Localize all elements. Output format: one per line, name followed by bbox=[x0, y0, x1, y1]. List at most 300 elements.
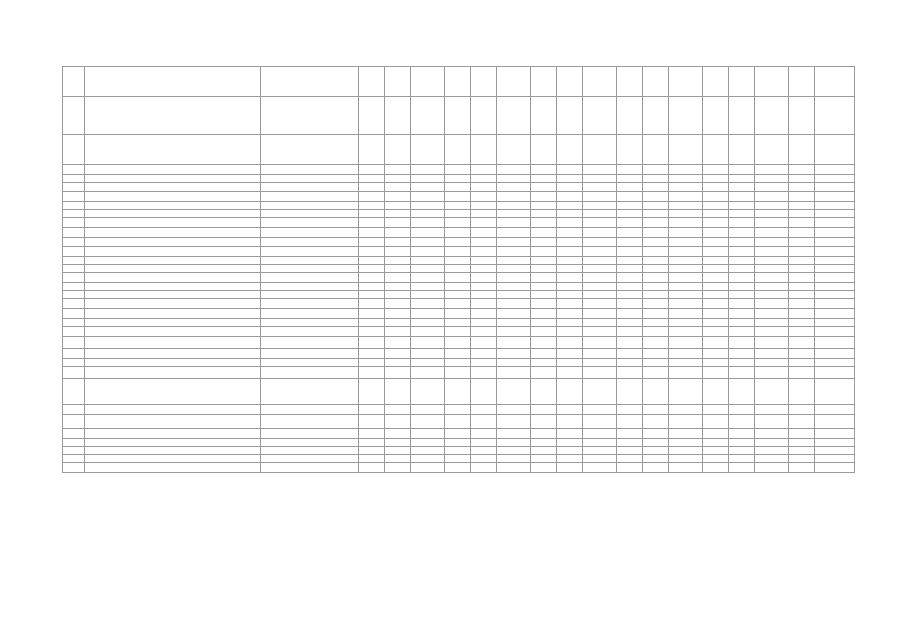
table-cell bbox=[385, 202, 411, 210]
table-cell bbox=[617, 283, 643, 291]
table-cell bbox=[445, 135, 471, 165]
table-cell bbox=[755, 210, 789, 218]
table-cell bbox=[583, 192, 617, 202]
table-cell bbox=[385, 447, 411, 455]
table-cell bbox=[385, 273, 411, 283]
table-cell bbox=[63, 309, 85, 319]
table-cell bbox=[557, 299, 583, 309]
table-cell bbox=[617, 429, 643, 439]
table-cell bbox=[411, 429, 445, 439]
table-cell bbox=[411, 309, 445, 319]
table-cell bbox=[497, 273, 531, 283]
table-cell bbox=[617, 273, 643, 283]
table-cell bbox=[411, 175, 445, 183]
table-cell bbox=[531, 247, 557, 257]
table-cell bbox=[703, 309, 729, 319]
table-cell bbox=[703, 175, 729, 183]
table-cell bbox=[445, 210, 471, 218]
table-cell bbox=[85, 238, 261, 247]
table-cell bbox=[531, 202, 557, 210]
table-cell bbox=[359, 175, 385, 183]
table-cell bbox=[497, 265, 531, 273]
table-cell bbox=[359, 283, 385, 291]
table-cell bbox=[583, 238, 617, 247]
table-cell bbox=[531, 257, 557, 265]
table-cell bbox=[755, 202, 789, 210]
table-cell bbox=[359, 367, 385, 379]
table-row bbox=[63, 447, 855, 455]
table-cell bbox=[583, 228, 617, 238]
table-cell bbox=[729, 135, 755, 165]
table-cell bbox=[261, 97, 359, 135]
table-cell bbox=[643, 192, 669, 202]
table-cell bbox=[531, 175, 557, 183]
table-cell bbox=[445, 283, 471, 291]
table-cell bbox=[471, 299, 497, 309]
table-cell bbox=[261, 265, 359, 273]
table-cell bbox=[557, 257, 583, 265]
table-cell bbox=[617, 265, 643, 273]
table-cell bbox=[85, 319, 261, 327]
table-cell bbox=[63, 359, 85, 367]
table-cell bbox=[385, 218, 411, 228]
table-cell bbox=[815, 349, 855, 359]
table-cell bbox=[703, 238, 729, 247]
table-cell bbox=[583, 429, 617, 439]
table-row bbox=[63, 337, 855, 349]
table-cell bbox=[815, 97, 855, 135]
table-cell bbox=[557, 455, 583, 463]
table-cell bbox=[617, 337, 643, 349]
table-cell bbox=[729, 415, 755, 429]
table-cell bbox=[815, 238, 855, 247]
table-cell bbox=[471, 165, 497, 175]
table-cell bbox=[85, 283, 261, 291]
table-cell bbox=[815, 359, 855, 367]
table-cell bbox=[411, 135, 445, 165]
table-cell bbox=[85, 379, 261, 405]
table-cell bbox=[643, 439, 669, 447]
table-cell bbox=[669, 429, 703, 439]
table-cell bbox=[63, 192, 85, 202]
table-cell bbox=[359, 319, 385, 327]
table-cell bbox=[411, 202, 445, 210]
table-cell bbox=[445, 97, 471, 135]
table-cell bbox=[445, 238, 471, 247]
table-cell bbox=[729, 265, 755, 273]
table-cell bbox=[703, 319, 729, 327]
table-cell bbox=[617, 183, 643, 192]
table-cell bbox=[583, 359, 617, 367]
table-cell bbox=[557, 359, 583, 367]
table-cell bbox=[703, 349, 729, 359]
table-cell bbox=[385, 379, 411, 405]
table-cell bbox=[411, 218, 445, 228]
table-cell bbox=[557, 247, 583, 257]
table-cell bbox=[411, 463, 445, 473]
table-cell bbox=[471, 175, 497, 183]
table-cell bbox=[445, 299, 471, 309]
table-cell bbox=[471, 405, 497, 415]
table-cell bbox=[261, 257, 359, 265]
table-cell bbox=[497, 67, 531, 97]
table-cell bbox=[583, 309, 617, 319]
table-cell bbox=[531, 291, 557, 299]
table-cell bbox=[815, 309, 855, 319]
table-cell bbox=[815, 455, 855, 463]
table-cell bbox=[445, 327, 471, 337]
table-cell bbox=[359, 429, 385, 439]
table-cell bbox=[789, 337, 815, 349]
table-cell bbox=[411, 327, 445, 337]
table-row bbox=[63, 379, 855, 405]
table-cell bbox=[63, 439, 85, 447]
table-cell bbox=[471, 257, 497, 265]
table-cell bbox=[445, 439, 471, 447]
table-cell bbox=[359, 455, 385, 463]
table-cell bbox=[497, 192, 531, 202]
table-cell bbox=[789, 309, 815, 319]
table-cell bbox=[669, 192, 703, 202]
table-cell bbox=[261, 291, 359, 299]
table-cell bbox=[471, 291, 497, 299]
table-cell bbox=[557, 238, 583, 247]
table-cell bbox=[557, 349, 583, 359]
table-cell bbox=[643, 367, 669, 379]
table-cell bbox=[583, 175, 617, 183]
table-cell bbox=[583, 463, 617, 473]
table-row bbox=[63, 299, 855, 309]
table-cell bbox=[583, 97, 617, 135]
table-cell bbox=[815, 210, 855, 218]
table-cell bbox=[643, 359, 669, 367]
table-cell bbox=[583, 183, 617, 192]
table-cell bbox=[497, 447, 531, 455]
table-cell bbox=[557, 367, 583, 379]
table-cell bbox=[617, 447, 643, 455]
table-cell bbox=[557, 327, 583, 337]
table-cell bbox=[557, 135, 583, 165]
table-cell bbox=[411, 367, 445, 379]
table-cell bbox=[359, 228, 385, 238]
table-cell bbox=[643, 463, 669, 473]
table-cell bbox=[471, 210, 497, 218]
table-cell bbox=[85, 337, 261, 349]
table-cell bbox=[789, 299, 815, 309]
table-cell bbox=[729, 299, 755, 309]
table-cell bbox=[63, 247, 85, 257]
table-cell bbox=[669, 299, 703, 309]
table-cell bbox=[617, 379, 643, 405]
table-cell bbox=[497, 405, 531, 415]
table-cell bbox=[385, 210, 411, 218]
table-cell bbox=[703, 265, 729, 273]
table-cell bbox=[471, 265, 497, 273]
table-cell bbox=[497, 319, 531, 327]
table-cell bbox=[445, 202, 471, 210]
table-cell bbox=[85, 439, 261, 447]
table-cell bbox=[63, 165, 85, 175]
table-cell bbox=[385, 228, 411, 238]
table-cell bbox=[531, 238, 557, 247]
table-cell bbox=[815, 228, 855, 238]
table-cell bbox=[531, 228, 557, 238]
table-cell bbox=[471, 439, 497, 447]
table-cell bbox=[85, 165, 261, 175]
table-cell bbox=[729, 67, 755, 97]
table-cell bbox=[557, 463, 583, 473]
table-cell bbox=[617, 192, 643, 202]
table-cell bbox=[497, 97, 531, 135]
table-cell bbox=[643, 265, 669, 273]
table-row bbox=[63, 238, 855, 247]
table-cell bbox=[359, 463, 385, 473]
table-cell bbox=[85, 405, 261, 415]
table-cell bbox=[261, 349, 359, 359]
table-cell bbox=[557, 439, 583, 447]
table-cell bbox=[85, 228, 261, 238]
table-cell bbox=[471, 228, 497, 238]
table-cell bbox=[815, 192, 855, 202]
table-cell bbox=[643, 327, 669, 337]
table-cell bbox=[63, 175, 85, 183]
table-cell bbox=[497, 415, 531, 429]
table-cell bbox=[617, 327, 643, 337]
table-cell bbox=[643, 379, 669, 405]
table-cell bbox=[583, 327, 617, 337]
table-cell bbox=[583, 135, 617, 165]
table-cell bbox=[261, 165, 359, 175]
table-cell bbox=[729, 218, 755, 228]
table-cell bbox=[63, 238, 85, 247]
table-cell bbox=[789, 405, 815, 415]
table-cell bbox=[497, 135, 531, 165]
table-cell bbox=[755, 367, 789, 379]
table-cell bbox=[703, 218, 729, 228]
table-cell bbox=[557, 218, 583, 228]
table-cell bbox=[445, 273, 471, 283]
table-cell bbox=[755, 175, 789, 183]
table-cell bbox=[729, 257, 755, 265]
table-cell bbox=[385, 337, 411, 349]
table-row bbox=[63, 327, 855, 337]
table-cell bbox=[669, 447, 703, 455]
table-cell bbox=[643, 238, 669, 247]
table-row bbox=[63, 67, 855, 97]
table-cell bbox=[261, 192, 359, 202]
table-cell bbox=[471, 67, 497, 97]
table-cell bbox=[815, 319, 855, 327]
table-cell bbox=[669, 247, 703, 257]
table-cell bbox=[755, 192, 789, 202]
table-cell bbox=[643, 228, 669, 238]
table-cell bbox=[669, 97, 703, 135]
table-cell bbox=[583, 202, 617, 210]
table-cell bbox=[669, 165, 703, 175]
table-cell bbox=[789, 367, 815, 379]
table-cell bbox=[531, 218, 557, 228]
table-cell bbox=[815, 218, 855, 228]
table-cell bbox=[643, 97, 669, 135]
table-cell bbox=[755, 439, 789, 447]
table-cell bbox=[669, 202, 703, 210]
table-row bbox=[63, 165, 855, 175]
table-cell bbox=[445, 447, 471, 455]
table-cell bbox=[85, 175, 261, 183]
table-cell bbox=[669, 135, 703, 165]
table-cell bbox=[789, 210, 815, 218]
table-cell bbox=[669, 463, 703, 473]
table-cell bbox=[359, 349, 385, 359]
table-cell bbox=[729, 327, 755, 337]
table-row bbox=[63, 202, 855, 210]
table-cell bbox=[497, 257, 531, 265]
table-cell bbox=[385, 429, 411, 439]
table-cell bbox=[669, 175, 703, 183]
table-cell bbox=[497, 202, 531, 210]
table-cell bbox=[385, 67, 411, 97]
table-cell bbox=[755, 327, 789, 337]
table-cell bbox=[557, 447, 583, 455]
table-cell bbox=[669, 379, 703, 405]
table-cell bbox=[729, 273, 755, 283]
table-cell bbox=[261, 455, 359, 463]
table-cell bbox=[583, 210, 617, 218]
table-row bbox=[63, 291, 855, 299]
table-cell bbox=[385, 349, 411, 359]
table-cell bbox=[359, 183, 385, 192]
table-cell bbox=[445, 165, 471, 175]
table-cell bbox=[261, 67, 359, 97]
table-cell bbox=[411, 447, 445, 455]
table-cell bbox=[359, 273, 385, 283]
table-row bbox=[63, 210, 855, 218]
table-cell bbox=[789, 455, 815, 463]
table-cell bbox=[789, 283, 815, 291]
table-cell bbox=[63, 367, 85, 379]
table-cell bbox=[411, 455, 445, 463]
table-cell bbox=[471, 135, 497, 165]
table-row bbox=[63, 367, 855, 379]
table-cell bbox=[531, 349, 557, 359]
table-cell bbox=[85, 291, 261, 299]
table-cell bbox=[789, 228, 815, 238]
table-cell bbox=[385, 405, 411, 415]
table-cell bbox=[729, 238, 755, 247]
table-cell bbox=[815, 165, 855, 175]
table-cell bbox=[531, 447, 557, 455]
table-cell bbox=[729, 210, 755, 218]
table-cell bbox=[85, 192, 261, 202]
table-cell bbox=[815, 367, 855, 379]
table-row bbox=[63, 415, 855, 429]
table-cell bbox=[583, 337, 617, 349]
table-cell bbox=[85, 359, 261, 367]
table-cell bbox=[63, 135, 85, 165]
table-cell bbox=[643, 337, 669, 349]
table-cell bbox=[471, 319, 497, 327]
table-cell bbox=[497, 175, 531, 183]
table-cell bbox=[85, 309, 261, 319]
table-cell bbox=[261, 299, 359, 309]
table-cell bbox=[617, 238, 643, 247]
table-cell bbox=[703, 210, 729, 218]
table-cell bbox=[63, 202, 85, 210]
table-cell bbox=[531, 135, 557, 165]
table-cell bbox=[703, 257, 729, 265]
table-cell bbox=[755, 218, 789, 228]
table-cell bbox=[729, 349, 755, 359]
table-cell bbox=[789, 379, 815, 405]
table-cell bbox=[789, 291, 815, 299]
table-cell bbox=[359, 265, 385, 273]
table-cell bbox=[471, 349, 497, 359]
table-cell bbox=[385, 299, 411, 309]
table-cell bbox=[583, 447, 617, 455]
table-cell bbox=[261, 228, 359, 238]
table-cell bbox=[557, 291, 583, 299]
table-cell bbox=[385, 367, 411, 379]
table-cell bbox=[755, 238, 789, 247]
table-cell bbox=[359, 247, 385, 257]
table-cell bbox=[815, 327, 855, 337]
table-cell bbox=[261, 238, 359, 247]
table-cell bbox=[703, 367, 729, 379]
table-cell bbox=[63, 405, 85, 415]
table-cell bbox=[703, 135, 729, 165]
table-cell bbox=[617, 309, 643, 319]
table-cell bbox=[411, 319, 445, 327]
table-cell bbox=[531, 183, 557, 192]
table-cell bbox=[617, 210, 643, 218]
table-cell bbox=[789, 135, 815, 165]
table-cell bbox=[789, 165, 815, 175]
table-row bbox=[63, 273, 855, 283]
table-cell bbox=[359, 439, 385, 447]
table-cell bbox=[359, 415, 385, 429]
table-cell bbox=[445, 405, 471, 415]
table-cell bbox=[497, 327, 531, 337]
table-cell bbox=[583, 405, 617, 415]
table-cell bbox=[359, 165, 385, 175]
table-cell bbox=[617, 415, 643, 429]
table-cell bbox=[617, 135, 643, 165]
table-cell bbox=[359, 379, 385, 405]
table-cell bbox=[497, 165, 531, 175]
table-cell bbox=[385, 183, 411, 192]
table-cell bbox=[85, 97, 261, 135]
table-cell bbox=[445, 309, 471, 319]
table-cell bbox=[669, 183, 703, 192]
table-cell bbox=[583, 218, 617, 228]
table-cell bbox=[815, 405, 855, 415]
table-cell bbox=[815, 265, 855, 273]
table-cell bbox=[669, 228, 703, 238]
table-cell bbox=[411, 247, 445, 257]
table-cell bbox=[643, 257, 669, 265]
table-cell bbox=[789, 429, 815, 439]
table-cell bbox=[617, 202, 643, 210]
table-cell bbox=[411, 273, 445, 283]
table-cell bbox=[755, 429, 789, 439]
table-cell bbox=[385, 463, 411, 473]
table-cell bbox=[411, 210, 445, 218]
table-cell bbox=[729, 97, 755, 135]
table-cell bbox=[63, 283, 85, 291]
table-cell bbox=[729, 183, 755, 192]
table-cell bbox=[755, 135, 789, 165]
table-cell bbox=[63, 447, 85, 455]
